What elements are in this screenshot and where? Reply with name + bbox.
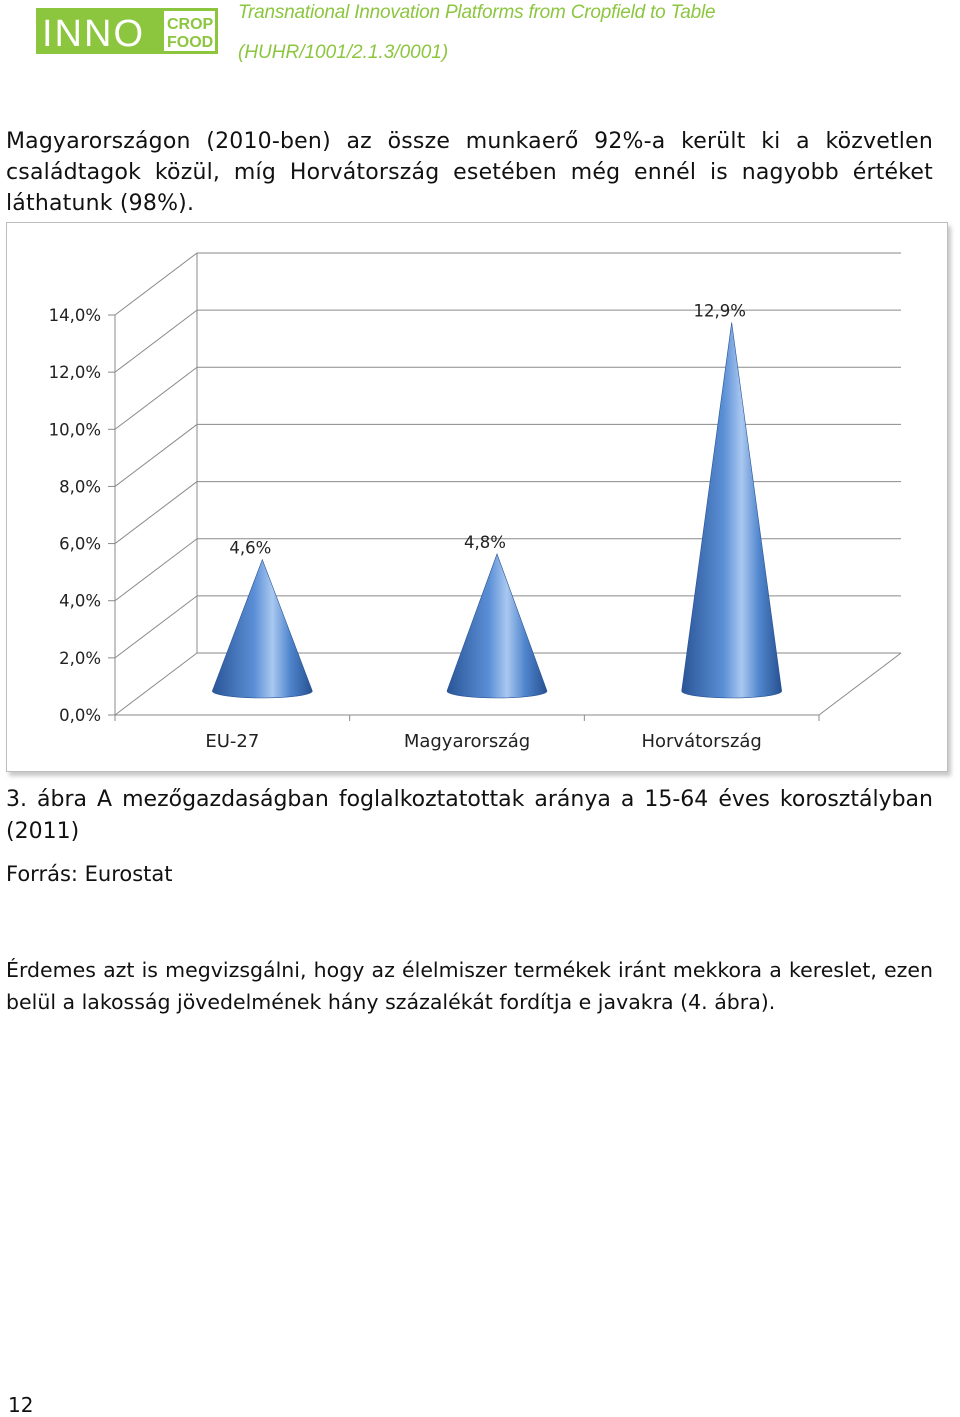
chart-container bbox=[6, 222, 948, 772]
figure-caption: 3. ábra A mezőgazdaságban foglalkoztatottak aránya a 15-64 éves korosztályban (2011) bbox=[6, 787, 933, 844]
x-tick-label: Horvátország bbox=[641, 731, 762, 752]
gridline-diagonal bbox=[115, 367, 197, 429]
header-title: Transnational Innovation Platforms from Cropfield to Table bbox=[238, 2, 716, 23]
closing-paragraph: Érdemes azt is megvizsgálni, hogy az élelmiszer termékek iránt mekkora a kereslet, ezen belül a lakosság jövedelmének hány százalékát fordítja e javakra (4. ábra). bbox=[6, 958, 933, 1014]
data-label: 4,6% bbox=[229, 538, 272, 558]
data-label: 4,8% bbox=[464, 532, 506, 552]
gridline-diagonal bbox=[115, 653, 197, 715]
y-tick-label: 0,0% bbox=[59, 706, 101, 725]
cone-bar bbox=[212, 560, 312, 698]
y-tick-label: 14,0% bbox=[48, 306, 101, 325]
gridline-diagonal bbox=[115, 539, 197, 601]
logo-text-food: FOOD bbox=[167, 34, 214, 51]
y-tick-label: 4,0% bbox=[59, 591, 101, 611]
innocropfood-logo bbox=[36, 8, 218, 54]
x-tick-label: Magyarország bbox=[403, 731, 531, 752]
intro-paragraph: Magyarországon (2010-ben) az össze munkaerő 92%-a került ki a közvetlen családtagok közül, míg Horvátország esetében még ennél is nagyobb értéket láthatunk (98%). bbox=[6, 129, 933, 216]
cone-chart bbox=[7, 223, 947, 771]
data-label: 12,9% bbox=[693, 301, 746, 321]
y-tick-label: 8,0% bbox=[59, 477, 101, 497]
gridline-diagonal bbox=[115, 482, 197, 544]
figure-source: Forrás: Eurostat bbox=[6, 862, 173, 886]
gridline-diagonal bbox=[115, 310, 197, 372]
page-number: 12 bbox=[8, 1393, 34, 1417]
cone-bar bbox=[447, 554, 547, 698]
gridline-diagonal bbox=[115, 253, 197, 315]
gridline-diagonal bbox=[115, 596, 197, 658]
y-tick-label: 12,0% bbox=[48, 363, 101, 383]
page-header bbox=[0, 0, 960, 80]
logo-text-inno: INNO bbox=[42, 13, 145, 54]
x-tick-label: EU-27 bbox=[205, 731, 260, 752]
y-tick-label: 6,0% bbox=[59, 534, 101, 554]
y-tick-label: 2,0% bbox=[59, 648, 101, 668]
y-tick-label: 10,0% bbox=[48, 420, 101, 440]
project-code: (HUHR/1001/2.1.3/0001) bbox=[238, 42, 449, 63]
gridline-diagonal bbox=[115, 424, 197, 486]
cone-bar bbox=[682, 322, 782, 698]
logo-text-crop: CROP bbox=[167, 16, 214, 33]
floor-edge bbox=[819, 653, 901, 715]
